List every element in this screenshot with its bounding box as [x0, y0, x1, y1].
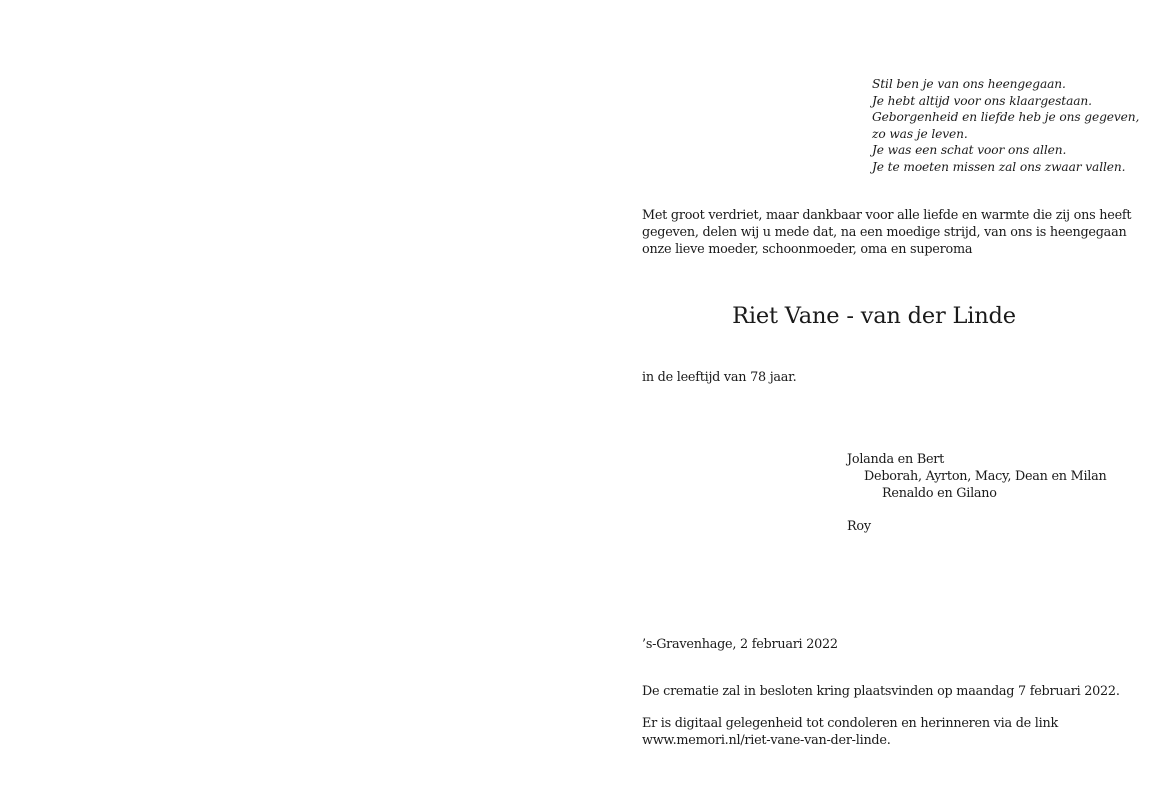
poem-line: Je hebt altijd voor ons klaargestaan.: [872, 93, 1092, 108]
poem-line: Geborgenheid en liefde heb je ons gegeven,: [872, 110, 1140, 125]
intro-line: gegeven, delen wij u mede dat, na een moedige strijd, van ons is heengegaan: [642, 224, 1127, 240]
condolence-link: www.memori.nl/riet-vane-van-der-linde.: [642, 732, 891, 748]
place-and-date: ’s-Gravenhage, 2 februari 2022: [642, 637, 838, 652]
family-line: Renaldo en Gilano: [882, 485, 997, 501]
poem-line: zo was je leven.: [872, 126, 968, 141]
poem-line: Stil ben je van ons heengegaan.: [872, 77, 1066, 91]
deceased-name: Riet Vane - van der Linde: [732, 303, 1016, 329]
condolence-notice: [642, 716, 1058, 750]
condolence-line: Er is digitaal gelegenheid tot condoleren en herinneren via de link: [642, 716, 1058, 731]
announcement-intro: [642, 208, 1132, 258]
intro-line: Met groot verdriet, maar dankbaar voor alle liefde en warmte die zij ons heeft: [642, 208, 1132, 223]
family-spacer: [847, 502, 1147, 519]
family-list: [847, 452, 1147, 536]
family-line: Roy: [847, 519, 871, 535]
family-line: Jolanda en Bert: [847, 452, 945, 467]
intro-line: onze lieve moeder, schoonmoeder, oma en superoma: [642, 241, 973, 257]
poem-line: Je te moeten missen zal ons zwaar vallen.: [872, 159, 1126, 174]
cremation-notice: De crematie zal in besloten kring plaatsvinden op maandag 7 februari 2022.: [642, 684, 1120, 699]
poem-line: Je was een schat voor ons allen.: [872, 143, 1067, 158]
family-line: Deborah, Ayrton, Macy, Dean en Milan: [864, 468, 1107, 484]
memorial-poem: [872, 76, 1152, 176]
deceased-age: in de leeftijd van 78 jaar.: [642, 370, 797, 385]
